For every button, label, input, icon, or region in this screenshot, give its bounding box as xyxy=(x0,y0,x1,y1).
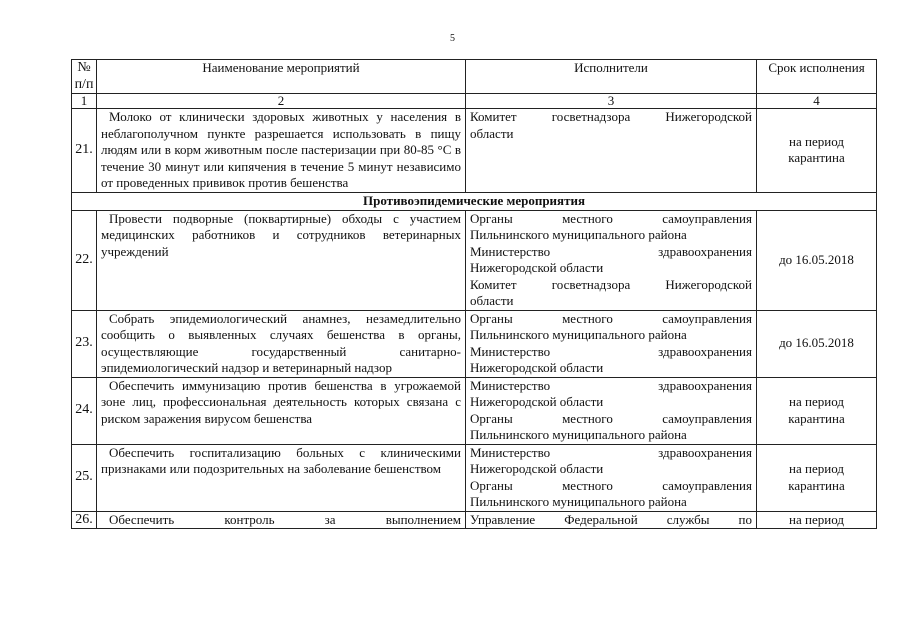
section-header xyxy=(72,192,877,210)
executor-word: области xyxy=(470,125,514,141)
row-number: 23. xyxy=(72,310,97,377)
executors-cell xyxy=(466,444,757,511)
index-cell: 1 xyxy=(72,94,97,109)
executor-word: области xyxy=(470,293,514,308)
row-number: 24. xyxy=(72,377,97,444)
executor-word: Нижегородской xyxy=(665,276,752,292)
table-row xyxy=(72,109,877,193)
executor-word: службы xyxy=(666,511,710,527)
executor-line xyxy=(470,427,752,444)
executor-word: самоуправления xyxy=(662,310,752,326)
executor-word: самоуправления xyxy=(662,477,752,493)
table-row xyxy=(72,310,877,377)
executor-word: Федеральной xyxy=(564,511,638,527)
executor-word: Пильнинского муниципального района xyxy=(470,427,687,442)
measure-name xyxy=(97,109,466,193)
measure-text: Обеспечить госпитализацию больных с клиническими признаками или подозрительных на заболевание бешенством xyxy=(101,444,461,476)
executor-word: Нижегородской xyxy=(665,109,752,124)
executor-word: местного xyxy=(562,410,613,426)
executor-word: Министерство xyxy=(470,444,551,460)
header-num: № п/п xyxy=(72,60,97,94)
measure-text: Обеспечить иммунизацию против бешенства в угрожаемой зоне лиц, профессиональная деятельность которых связана с риском заражения вирусом бешенства xyxy=(101,377,461,426)
executor-word: Нижегородской области xyxy=(470,394,604,409)
executor-word: Пильнинского муниципального района xyxy=(470,227,687,242)
term-cell: до 16.05.2018 xyxy=(757,310,877,377)
executor-line xyxy=(470,445,752,462)
header-term: Срок исполнения xyxy=(757,60,877,94)
executor-word: Министерство xyxy=(470,343,551,359)
executor-line xyxy=(470,411,752,428)
table-row xyxy=(72,511,877,529)
measure-text: Молоко от клинически здоровых животных у населения в неблагополучном пункте разрешается использовать в пищу людям или в корм животным после пастеризации при 80-85 °С в течение 30 минут или кипячения в течение 5 минут независимо от проведенных прививок против бешенства xyxy=(101,109,461,190)
measures-table xyxy=(71,59,877,529)
executors-cell xyxy=(466,109,757,193)
executor-word: Пильнинского муниципального района xyxy=(470,327,687,342)
table-header-row xyxy=(72,60,877,94)
measure-text: Провести подворные (поквартирные) обходы с участием медицинских работников и сотрудников ветеринарных учреждений xyxy=(101,210,461,259)
index-cell: 2 xyxy=(97,94,466,109)
row-number: 25. xyxy=(72,444,97,511)
executor-word: Нижегородской области xyxy=(470,360,604,375)
table-row xyxy=(72,444,877,511)
table-body-top xyxy=(72,109,877,193)
executor-line xyxy=(470,344,752,361)
executor-line xyxy=(470,478,752,495)
executors-cell xyxy=(466,377,757,444)
executor-word: госветнадзора xyxy=(551,109,631,124)
term-cell: до 16.05.2018 xyxy=(757,210,877,310)
term-cell: на период карантина xyxy=(757,444,877,511)
executor-word: Органы xyxy=(470,477,513,493)
table-row xyxy=(72,377,877,444)
executor-line xyxy=(470,461,752,478)
page-number: 5 xyxy=(450,33,455,44)
executor-line xyxy=(470,109,752,126)
executor-word: Нижегородской области xyxy=(470,260,604,275)
row-number: 22. xyxy=(72,210,97,310)
executor-line xyxy=(470,327,752,344)
header-name: Наименование мероприятий xyxy=(97,60,466,94)
executor-line xyxy=(470,311,752,328)
measure-name xyxy=(97,210,466,310)
index-cell: 3 xyxy=(466,94,757,109)
executor-word: здравоохранения xyxy=(658,243,752,259)
measure-name xyxy=(97,511,466,529)
measure-name xyxy=(97,377,466,444)
row-number: 21. xyxy=(72,109,97,193)
column-index-row xyxy=(72,94,877,109)
executor-word: здравоохранения xyxy=(658,377,752,393)
section-row xyxy=(72,192,877,210)
executor-line xyxy=(470,260,752,277)
index-cell: 4 xyxy=(757,94,877,109)
measure-name xyxy=(97,310,466,377)
executors-cell xyxy=(466,511,757,529)
executor-word: Нижегородской области xyxy=(470,461,604,476)
term-cell: на период xyxy=(757,511,877,529)
executor-word: местного xyxy=(562,210,613,226)
executor-line xyxy=(470,126,752,143)
executor-word: Органы xyxy=(470,310,513,326)
term-cell: на период карантина xyxy=(757,109,877,193)
executors-cell xyxy=(466,210,757,310)
measure-text: Обеспечить контроль за выполнением xyxy=(109,511,461,527)
executor-word: Министерство xyxy=(470,377,551,393)
executor-line xyxy=(470,277,752,294)
table-row xyxy=(72,210,877,310)
executor-word: Министерство xyxy=(470,243,551,259)
executor-word: по xyxy=(738,511,752,527)
executors-cell xyxy=(466,310,757,377)
executor-word: Пильнинского муниципального района xyxy=(470,494,687,509)
header-executors: Исполнители xyxy=(466,60,757,94)
executor-line xyxy=(470,394,752,411)
table-body-bottom xyxy=(72,210,877,529)
section-title: Противоэпидемические мероприятия xyxy=(72,192,877,210)
executor-word: здравоохранения xyxy=(658,343,752,359)
executor-line xyxy=(470,211,752,228)
executor-word: самоуправления xyxy=(662,410,752,426)
executor-word: Органы xyxy=(470,410,513,426)
executor-line xyxy=(470,227,752,244)
executor-line xyxy=(470,512,752,529)
executor-line xyxy=(470,378,752,395)
executor-word: Комитет xyxy=(470,276,517,292)
executor-line xyxy=(470,293,752,310)
executor-word: местного xyxy=(562,477,613,493)
measure-name xyxy=(97,444,466,511)
term-cell: на период карантина xyxy=(757,377,877,444)
executor-word: Комитет xyxy=(470,109,517,124)
executor-word: здравоохранения xyxy=(658,444,752,460)
executor-word: местного xyxy=(562,310,613,326)
executor-word: Органы xyxy=(470,210,513,226)
executor-line xyxy=(470,494,752,511)
executor-word: самоуправления xyxy=(662,210,752,226)
row-number: 26. xyxy=(72,511,97,529)
executor-line xyxy=(470,244,752,261)
executor-word: Управление xyxy=(470,511,536,527)
executor-word: госветнадзора xyxy=(551,276,631,292)
executor-line xyxy=(470,360,752,377)
measure-text: Собрать эпидемиологический анамнез, незамедлительно сообщить о выявленных случаях бешенства в органы, осуществляющие государственный санитарно-эпидемиологический надзор и ветеринарный надзор xyxy=(101,310,461,375)
